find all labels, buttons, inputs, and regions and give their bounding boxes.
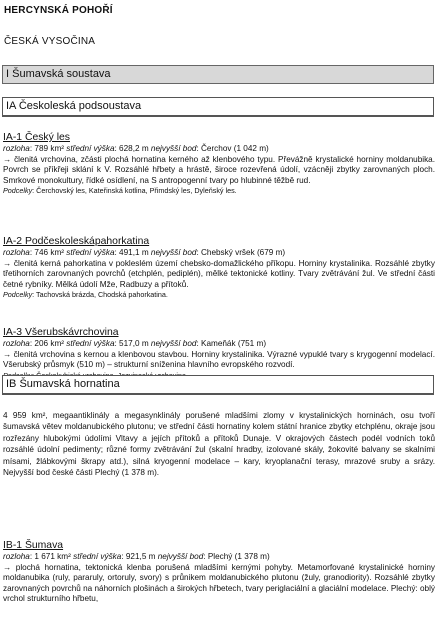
unit-title: IA-2 Podčeskoleskápahorkatina [3,236,150,247]
unit-block [3,236,435,300]
document-subtitle: ČESKÁ VYSOČINA [4,36,96,47]
unit-title: IB-1 Šumava [3,540,64,551]
unit-body [3,144,435,196]
unit-stats: rozloha: 789 km² střední výška: 628,2 m nejvyšší bod: Čerchov (1 042 m) [3,144,269,153]
unit-description: → plochá hornatina, tektonická klenba porušená mladšími kernými pohyby. Metamorfované krystalinické horniny moldanubika (ruly, pararuly, ortoruly, svory) s průnikem moldanubického plutonu (žuly, granodiority). Rozsáhlé zbytky zarovnaných povrchů na náhorních plošinách a širokých hřbetech, tvary periglaciální a glaciální modelace. Plechý: oblý vrchol strukturního hřbetu, [3,562,435,604]
unit-subunits: Podcelky: Čerchovský les, Kateřinská kotlina, Přimdský les, Dyleňský les. [3,186,237,196]
unit-description: → členitá kerná pahorkatina v pokleslém území chebsko-domažlického příkopu. Horniny krystalinika. Rozsáhlé zbytky třetihorních zarovnaných povrchů (etchplén, pediplén), mělké tektonické kotliny. Tvary zvětrávání žul. Ve střední části četné rybníky. Mělká údolí Mže, Radbuzy a přítoků. [3,258,435,289]
subsection-paragraph: 4 959 km², megaantiklinály a megasynklinály porušené mladšími zlomy v krystalinických horninách, osu tvoří šumavská větev moldanubického plutonu; ve střední části hornatiny kolem státní hranice zbytky etchplénu, okraje jsou rozřezány hlubokými údolími Vltavy a jejích přítoků a přítoků Dunaje. V okrajových částech podél vodních toků rozsáhlé údolní pedimenty; různé formy zvětrávání žul (skalní hradby, izolované skály, žokovité balvany se skalními mísami, žlábkovými škrapy atd.), silná kryogenní modelace – kary, kryoplanační terasy, mrazové sruby a srázy. Nejvyšší bod české části Plechý (1 378 m). [3,411,435,478]
unit-body [3,552,435,605]
unit-block [3,327,435,381]
unit-description: → členitá vrchovina s kernou a klenbovou stavbou. Horniny krystalinika. Výrazné vypuklé tvary s krygogenní modelací. Všerubský průsmyk (510 m) – strukturní sníženina hlavního evropského rozvodí. [3,349,435,370]
subsection-heading: IB Šumavská hornatina [2,375,434,395]
unit-title: IA-3 Všerubskávrchovina [3,327,119,338]
unit-stats: rozloha: 746 km² střední výška: 491,1 m nejvyšší bod: Chebský vršek (679 m) [3,248,286,257]
unit-description: → členitá vrchovina, zčásti plochá hornatina kerného až klenbového typu. Převážně krystalické horniny moldanubika. Povrch se příkřeji sklání k V. Rozsáhlé hřbety a hrástě, široce rozevřená údolí, vzácněji zbytky zarovnaných ploch. Smrkové monokultury, řídké osídlení, na S antropogenní tvary po hlubinné těžbě rud. [3,154,435,185]
unit-block [3,540,435,605]
document-title: HERCYNSKÁ POHOŘÍ [4,5,113,16]
unit-body [3,248,435,300]
unit-block [3,132,435,196]
subsection-heading: IA Českoleská podsoustava [2,97,434,117]
unit-stats: rozloha: 1 671 km² střední výška: 921,5 m nejvyšší bod: Plechý (1 378 m) [3,552,270,561]
section-heading: I Šumavská soustava [2,65,434,84]
unit-title: IA-1 Český les [3,132,70,143]
unit-stats: rozloha: 206 km² střední výška: 517,0 m nejvyšší bod: Kameňák (751 m) [3,339,267,348]
unit-subunits: Podcelky: Tachovská brázda, Chodská pahorkatina. [3,290,168,300]
